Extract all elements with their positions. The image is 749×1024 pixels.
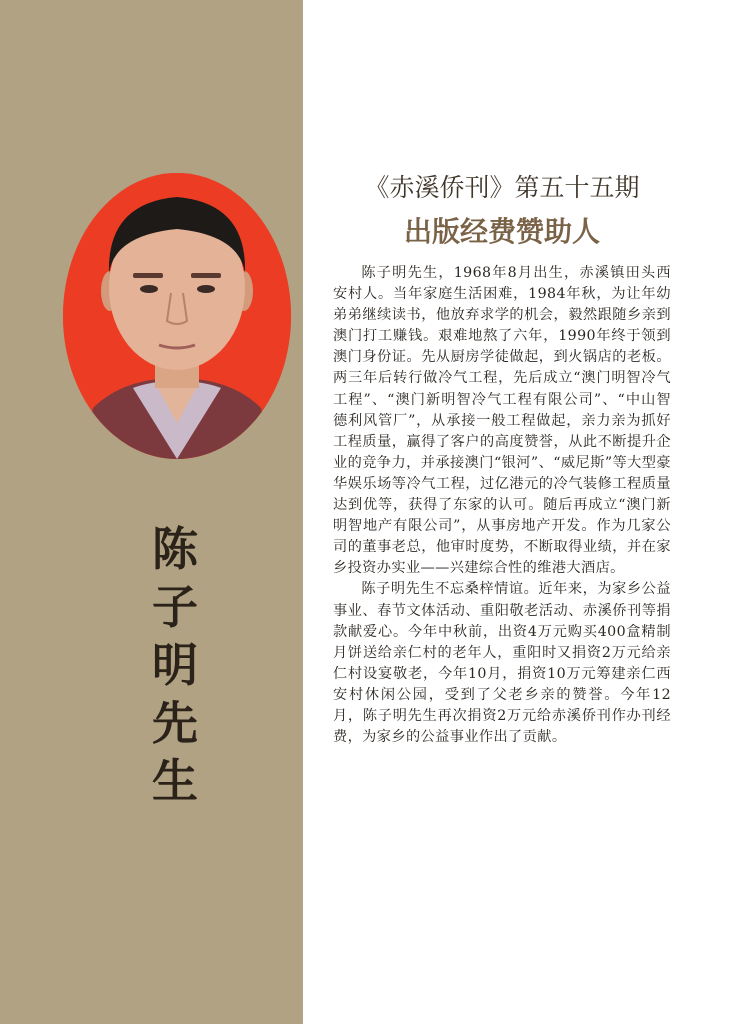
name-char: 子 [152, 580, 198, 634]
article-paragraph: 陈子明先生，1968年8月出生，赤溪镇田头西安村人。当年家庭生活困难，1984年秋，为让年幼弟弟继续读书，他放弃求学的机会，毅然跟随乡亲到澳门打工赚钱。艰难地熬了六年，1990年终于领到澳门身份证。先从厨房学徒做起，到火锅店的老板。两三年后转行做冷气工程，先后成立“澳门明智冷气工程”、“澳门新明智冷气工程有限公司”、“中山智 德利风管厂”，从承接一般工程做起，亲力亲为抓好工程质量，赢得了客户的高度赞誉，从此不断提升企业的竞争力，并承接澳门“银河”、“威尼斯”等大型豪华娱乐场等冷气工程，过亿港元的冷气装修工程质量达到优等，获得了东家的认可。随后再成立“澳门新明智地产有限公司”，从事房地产开发。作为几家公司的董事老总，他审时度势，不断取得业绩，并在家乡投资办实业——兴建综合性的维港大酒店。 [333, 265, 671, 577]
sidebar-panel [0, 0, 303, 1024]
article-content [333, 0, 671, 1024]
article-body [333, 263, 671, 748]
portrait-photo [63, 173, 291, 459]
page-title: 《赤溪侨刊》第五十五期 [364, 173, 640, 202]
name-char: 明 [152, 638, 198, 692]
name-char: 生 [152, 754, 198, 808]
article-paragraph: 陈子明先生不忘桑梓情谊。近年来，为家乡公益事业、春节文体活动、重阳敬老活动、赤溪侨刊等捐款献爱心。今年中秋前，出资4万元购买400盒精制月饼送给亲仁村的老年人，重阳时又捐资2万元给亲仁村设宴敬老，今年10月，捐资10万元筹建亲仁西安村休闲公园，受到了父老乡亲的赞誉。今年12月，陈子明先生再次捐资2万元给赤溪侨刊作办刊经费，为家乡的公益事业作出了贡献。 [333, 581, 671, 746]
portrait-illustration [63, 173, 291, 459]
name-char: 陈 [152, 522, 198, 576]
name-char: 先 [152, 696, 198, 750]
vertical-name [135, 520, 215, 810]
page-subtitle: 出版经费赞助人 [403, 215, 600, 248]
